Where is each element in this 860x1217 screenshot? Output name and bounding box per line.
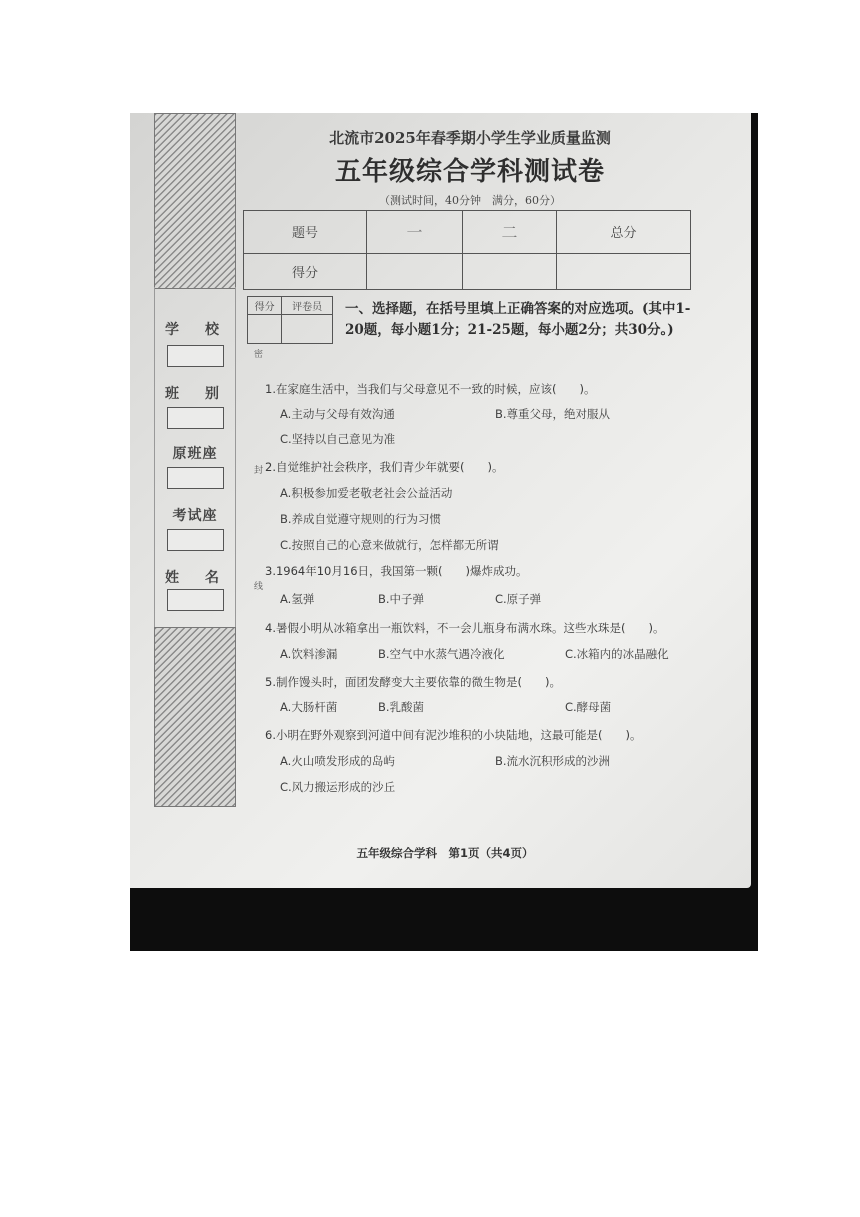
- question-2: 2.自觉维护社会秩序，我们青少年就要( )。: [265, 460, 504, 474]
- grader-score-label: 得分: [248, 297, 282, 315]
- original-seat-field: [167, 467, 224, 489]
- score-row-label: 得分: [244, 253, 367, 289]
- question-1: 1.在家庭生活中，当我们与父母意见不一致的时候，应该( )。: [265, 382, 596, 396]
- question-2-option-b: B.养成自觉遵守规则的行为习惯: [280, 512, 442, 526]
- school-field: [167, 345, 224, 367]
- question-4-option-c: C.冰箱内的冰晶融化: [565, 647, 669, 661]
- school-label: 学 校: [165, 322, 225, 338]
- binding-margin: [154, 113, 264, 805]
- question-5-option-a: A.大肠杆菌: [280, 700, 338, 714]
- exam-title-line2: 五年级综合学科测试卷: [334, 157, 605, 187]
- question-1-option-b: B.尊重父母，绝对服从: [495, 407, 611, 421]
- grader-score-cell: [248, 315, 282, 344]
- page-footer: 五年级综合学科 第1页（共4页）: [356, 846, 534, 860]
- score-header-part2: 二: [463, 211, 557, 254]
- question-3: 3.1964年10月16日，我国第一颗( )爆炸成功。: [265, 564, 528, 578]
- student-info-area: [154, 287, 236, 627]
- class-label: 班 别: [165, 386, 225, 402]
- seal-char-mi: 密: [254, 350, 264, 360]
- seal-char-xian: 线: [254, 582, 264, 592]
- score-header-question-no: 题号: [244, 211, 367, 254]
- question-3-option-b: B.中子弹: [378, 592, 425, 606]
- score-table: [243, 210, 691, 290]
- hatch-pattern-bottom: [154, 627, 236, 807]
- exam-seat-field: [167, 529, 224, 551]
- question-3-option-a: A.氢弹: [280, 592, 315, 606]
- section1-heading: 一、选择题，在括号里填上正确答案的对应选项。(其中1-20题，每小题1分；21-25题，每小题2分；共30分。): [345, 301, 691, 338]
- grader-box: [247, 296, 333, 344]
- name-label: 姓 名: [165, 570, 225, 586]
- exam-seat-label: 考试座: [172, 508, 218, 524]
- score-header-total: 总分: [557, 211, 691, 254]
- score-header-part1: 一: [367, 211, 463, 254]
- hatch-pattern-top: [154, 113, 236, 289]
- question-6-option-b: B.流水沉积形成的沙洲: [495, 754, 611, 768]
- question-2-option-a: A.积极参加爱老敬老社会公益活动: [280, 486, 453, 500]
- name-field: [167, 589, 224, 611]
- question-5: 5.制作馒头时，面团发酵变大主要依靠的微生物是( )。: [265, 675, 561, 689]
- score-cell-part1: [367, 253, 463, 289]
- seal-char-feng: 封: [254, 466, 264, 476]
- score-cell-total: [557, 253, 691, 289]
- question-2-option-c: C.按照自己的心意来做就行，怎样都无所谓: [280, 538, 499, 552]
- photo-frame: [130, 113, 758, 951]
- question-5-option-b: B.乳酸菌: [378, 700, 425, 714]
- question-6-option-a: A.火山喷发形成的岛屿: [280, 754, 395, 768]
- question-1-option-a: A.主动与父母有效沟通: [280, 407, 395, 421]
- question-1-option-c: C.坚持以自己意见为准: [280, 432, 396, 446]
- exam-subtitle: （测试时间，40分钟 满分，60分）: [379, 194, 561, 207]
- exam-paper: [130, 113, 751, 888]
- question-4: 4.暑假小明从冰箱拿出一瓶饮料，不一会儿瓶身布满水珠。这些水珠是( )。: [265, 621, 665, 635]
- original-seat-label: 原班座: [172, 446, 218, 462]
- class-field: [167, 407, 224, 429]
- question-4-option-a: A.饮料渗漏: [280, 647, 338, 661]
- question-6: 6.小明在野外观察到河道中间有泥沙堆积的小块陆地，这最可能是( )。: [265, 728, 642, 742]
- grader-name-label: 评卷员: [282, 297, 333, 315]
- exam-title-line1: 北流市2025年春季期小学生学业质量监测: [329, 129, 611, 147]
- question-3-option-c: C.原子弹: [495, 592, 542, 606]
- question-5-option-c: C.酵母菌: [565, 700, 612, 714]
- score-cell-part2: [463, 253, 557, 289]
- question-4-option-b: B.空气中水蒸气遇冷液化: [378, 647, 505, 661]
- grader-name-cell: [282, 315, 333, 344]
- question-6-option-c: C.风力搬运形成的沙丘: [280, 780, 396, 794]
